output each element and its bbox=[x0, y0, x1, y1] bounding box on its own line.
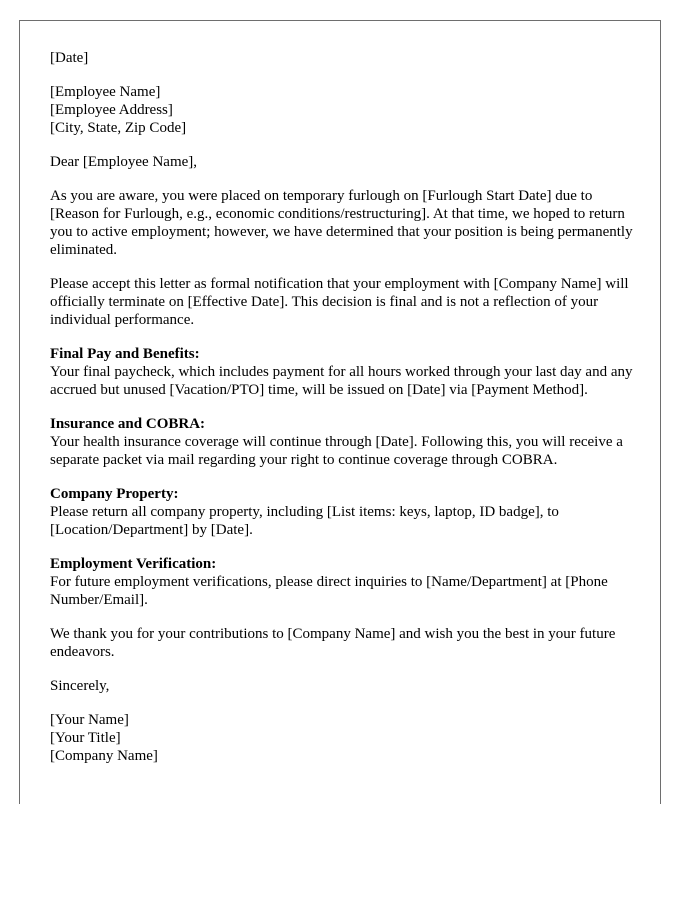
section-heading: Insurance and COBRA: bbox=[50, 416, 206, 432]
letter-page bbox=[19, 20, 661, 804]
salutation: Dear [Employee Name], bbox=[50, 154, 198, 170]
employee-address: [Employee Address] bbox=[50, 102, 173, 118]
section-body: Your health insurance coverage will continue through [Date]. Following this, you will receive a separate packet via mail regarding your right to continue coverage through COBRA. bbox=[50, 434, 623, 468]
section-heading: Final Pay and Benefits: bbox=[50, 346, 200, 362]
signer-title: [Your Title] bbox=[50, 730, 121, 746]
section-company-property bbox=[50, 485, 640, 539]
date-block bbox=[50, 49, 640, 67]
section-heading: Company Property: bbox=[50, 486, 179, 502]
letter-body bbox=[50, 49, 640, 781]
paragraph-furlough: As you are aware, you were placed on temporary furlough on [Furlough Start Date] due to [Reason for Furlough, e.g., economic conditions/restructuring]. At that time, we hoped to return you to active employment; however, we have determined that your position is being permanently eliminated. bbox=[50, 188, 633, 258]
section-heading: Employment Verification: bbox=[50, 556, 217, 572]
signature-block bbox=[50, 711, 640, 765]
employee-name: [Employee Name] bbox=[50, 84, 161, 100]
letter-date: [Date] bbox=[50, 50, 89, 66]
signer-name: [Your Name] bbox=[50, 712, 129, 728]
signer-company: [Company Name] bbox=[50, 748, 158, 764]
section-employment-verification bbox=[50, 555, 640, 609]
city-state-zip: [City, State, Zip Code] bbox=[50, 120, 187, 136]
section-body: Please return all company property, including [List items: keys, laptop, ID badge], to [Location/Department] by [Date]. bbox=[50, 504, 559, 538]
sign-off: Sincerely, bbox=[50, 678, 110, 694]
section-body: Your final paycheck, which includes payment for all hours worked through your last day and any accrued but unused [Vacation/PTO] time, will be issued on [Date] via [Payment Method]. bbox=[50, 364, 633, 398]
recipient-address-block bbox=[50, 83, 640, 137]
closing-paragraph: We thank you for your contributions to [Company Name] and wish you the best in your future endeavors. bbox=[50, 626, 616, 660]
section-body: For future employment verifications, please direct inquiries to [Name/Department] at [Phone Number/Email]. bbox=[50, 574, 608, 608]
section-final-pay bbox=[50, 345, 640, 399]
section-insurance-cobra bbox=[50, 415, 640, 469]
paragraph-termination-notice: Please accept this letter as formal notification that your employment with [Company Name] will officially terminate on [Effective Date]. This decision is final and is not a reflection of your individual performance. bbox=[50, 276, 629, 328]
